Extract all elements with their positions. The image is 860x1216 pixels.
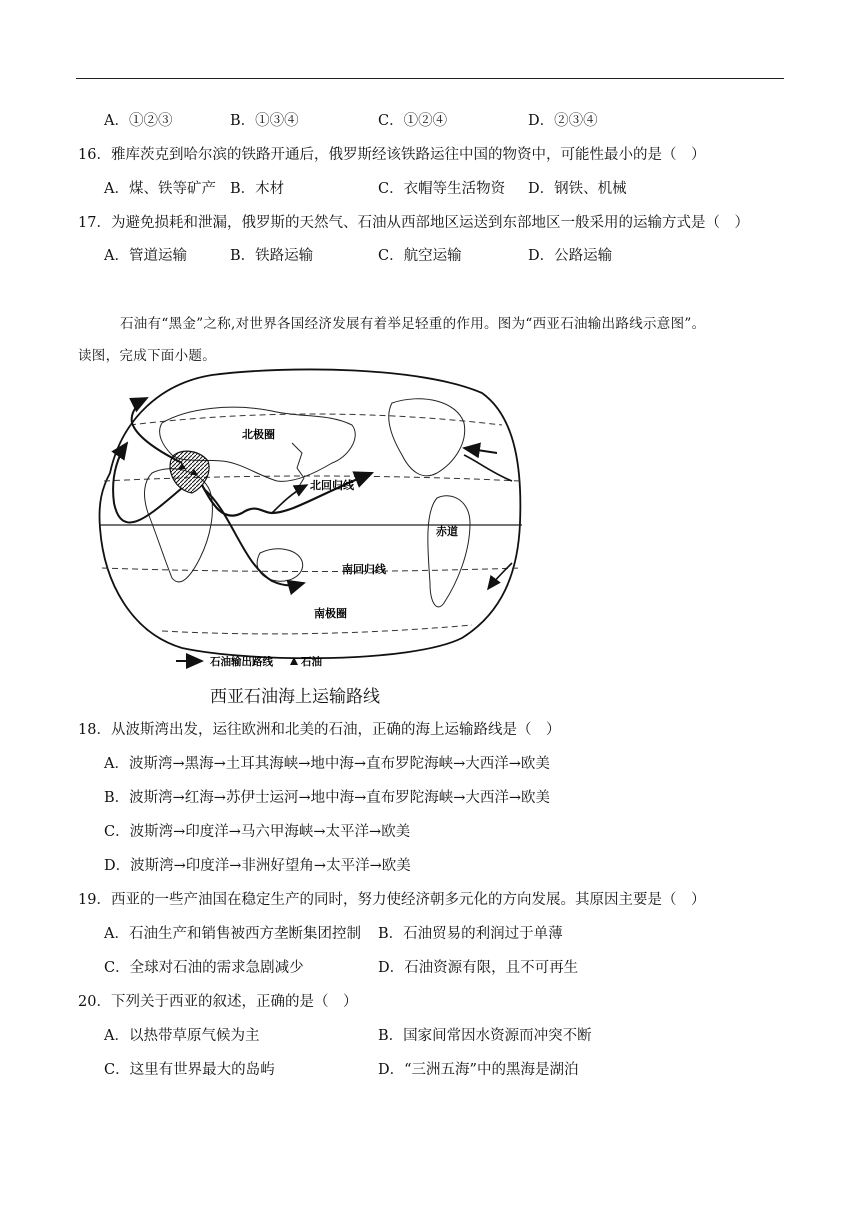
arctic-circle-line — [130, 414, 502, 425]
q16-option-a[interactable]: A．煤、铁等矿产 — [104, 181, 216, 197]
east-asia-coast — [292, 443, 304, 488]
south-america-outline — [428, 496, 470, 607]
q20-option-b[interactable]: B．国家间常因水资源而冲突不断 — [378, 1028, 592, 1044]
q20-option-d[interactable]: D．“三洲五海”中的黑海是湖泊 — [378, 1062, 579, 1078]
q19-option-c[interactable]: C．全球对石油的需求急剧减少 — [104, 960, 304, 976]
q18-option-b[interactable]: B．波斯湾→红海→苏伊士运河→地中海→直布罗陀海峡→大西洋→欧美 — [104, 790, 551, 806]
north-america-outline — [389, 399, 465, 476]
label-equator: 赤道 — [436, 525, 458, 538]
label-tropic-cancer: 北回归线 — [310, 479, 354, 492]
q19-option-a[interactable]: A．石油生产和销售被西方垄断集团控制 — [104, 926, 361, 942]
globe-outline — [99, 369, 520, 658]
q15-option-a[interactable]: A．①②③ — [104, 113, 173, 129]
route-suez-europe — [132, 398, 182, 463]
q18-option-d[interactable]: D．波斯湾→印度洋→非洲好望角→太平洋→欧美 — [104, 858, 411, 874]
route-americas-arrow-upper — [464, 448, 497, 453]
legend-oil-label: 石油 — [301, 656, 322, 668]
q20-option-a[interactable]: A．以热带草原气候为主 — [104, 1028, 260, 1044]
q19-stem: 19．西亚的一些产油国在稳定生产的同时，努力使经济朝多元化的方向发展。其原因主要是（ ） — [78, 892, 706, 908]
q17-option-b[interactable]: B．铁路运输 — [230, 248, 314, 264]
q18-option-a[interactable]: A．波斯湾→黑海→土耳其海峡→地中海→直布罗陀海峡→大西洋→欧美 — [104, 756, 550, 772]
q20-stem: 20．下列关于西亚的叙述，正确的是（ ） — [78, 994, 358, 1010]
q19-option-b[interactable]: B．石油贸易的利润过于单薄 — [378, 926, 563, 942]
legend-route-label: 石油输出路线 — [210, 656, 273, 668]
intro-line-1: 石油有“黑金”之称,对世界各国经济发展有着举足轻重的作用。图为“西亚石油输出路线示意图”。 — [120, 316, 706, 332]
q18-option-c[interactable]: C．波斯湾→印度洋→马六甲海峡→太平洋→欧美 — [104, 824, 411, 840]
australia-outline — [257, 549, 303, 581]
antarctic-circle-line — [162, 625, 472, 634]
q17-stem: 17．为避免损耗和泄漏，俄罗斯的天然气、石油从西部地区运送到东部地区一般采用的运输方式是（ ） — [78, 215, 749, 231]
label-tropic-capricorn: 南回归线 — [342, 563, 386, 576]
q19-option-d[interactable]: D．石油资源有限，且不可再生 — [378, 960, 579, 976]
intro-line-2: 读图，完成下面小题。 — [78, 348, 216, 364]
oil-route-map — [92, 363, 524, 675]
world-map-svg — [92, 363, 524, 675]
route-americas-line-upper — [464, 455, 512, 481]
q15-option-c[interactable]: C．①②④ — [378, 113, 448, 129]
q17-option-d[interactable]: D．公路运输 — [528, 248, 613, 264]
header-rule — [76, 78, 784, 79]
q18-stem: 18．从波斯湾出发，运往欧洲和北美的石油，正确的海上运输路线是（ ） — [78, 722, 561, 738]
route-americas-arrow-lower — [488, 563, 512, 589]
tropic-capricorn-line — [102, 568, 520, 572]
label-arctic-circle: 北极圈 — [242, 428, 275, 441]
q16-option-d[interactable]: D．钢铁、机械 — [528, 181, 627, 197]
q16-option-b[interactable]: B．木材 — [230, 181, 285, 197]
q20-option-c[interactable]: C．这里有世界最大的岛屿 — [104, 1062, 275, 1078]
q15-option-b[interactable]: B．①③④ — [230, 113, 299, 129]
q16-stem: 16．雅库茨克到哈尔滨的铁路开通后，俄罗斯经该铁路运往中国的物资中，可能性最小的是（ ） — [78, 147, 706, 163]
q17-option-a[interactable]: A．管道运输 — [104, 248, 187, 264]
q16-option-c[interactable]: C．衣帽等生活物资 — [378, 181, 506, 197]
q17-option-c[interactable]: C．航空运输 — [378, 248, 462, 264]
label-antarctic-circle: 南极圈 — [314, 607, 347, 620]
map-caption: 西亚石油海上运输路线 — [210, 687, 380, 707]
q15-option-d[interactable]: D．②③④ — [528, 113, 598, 129]
